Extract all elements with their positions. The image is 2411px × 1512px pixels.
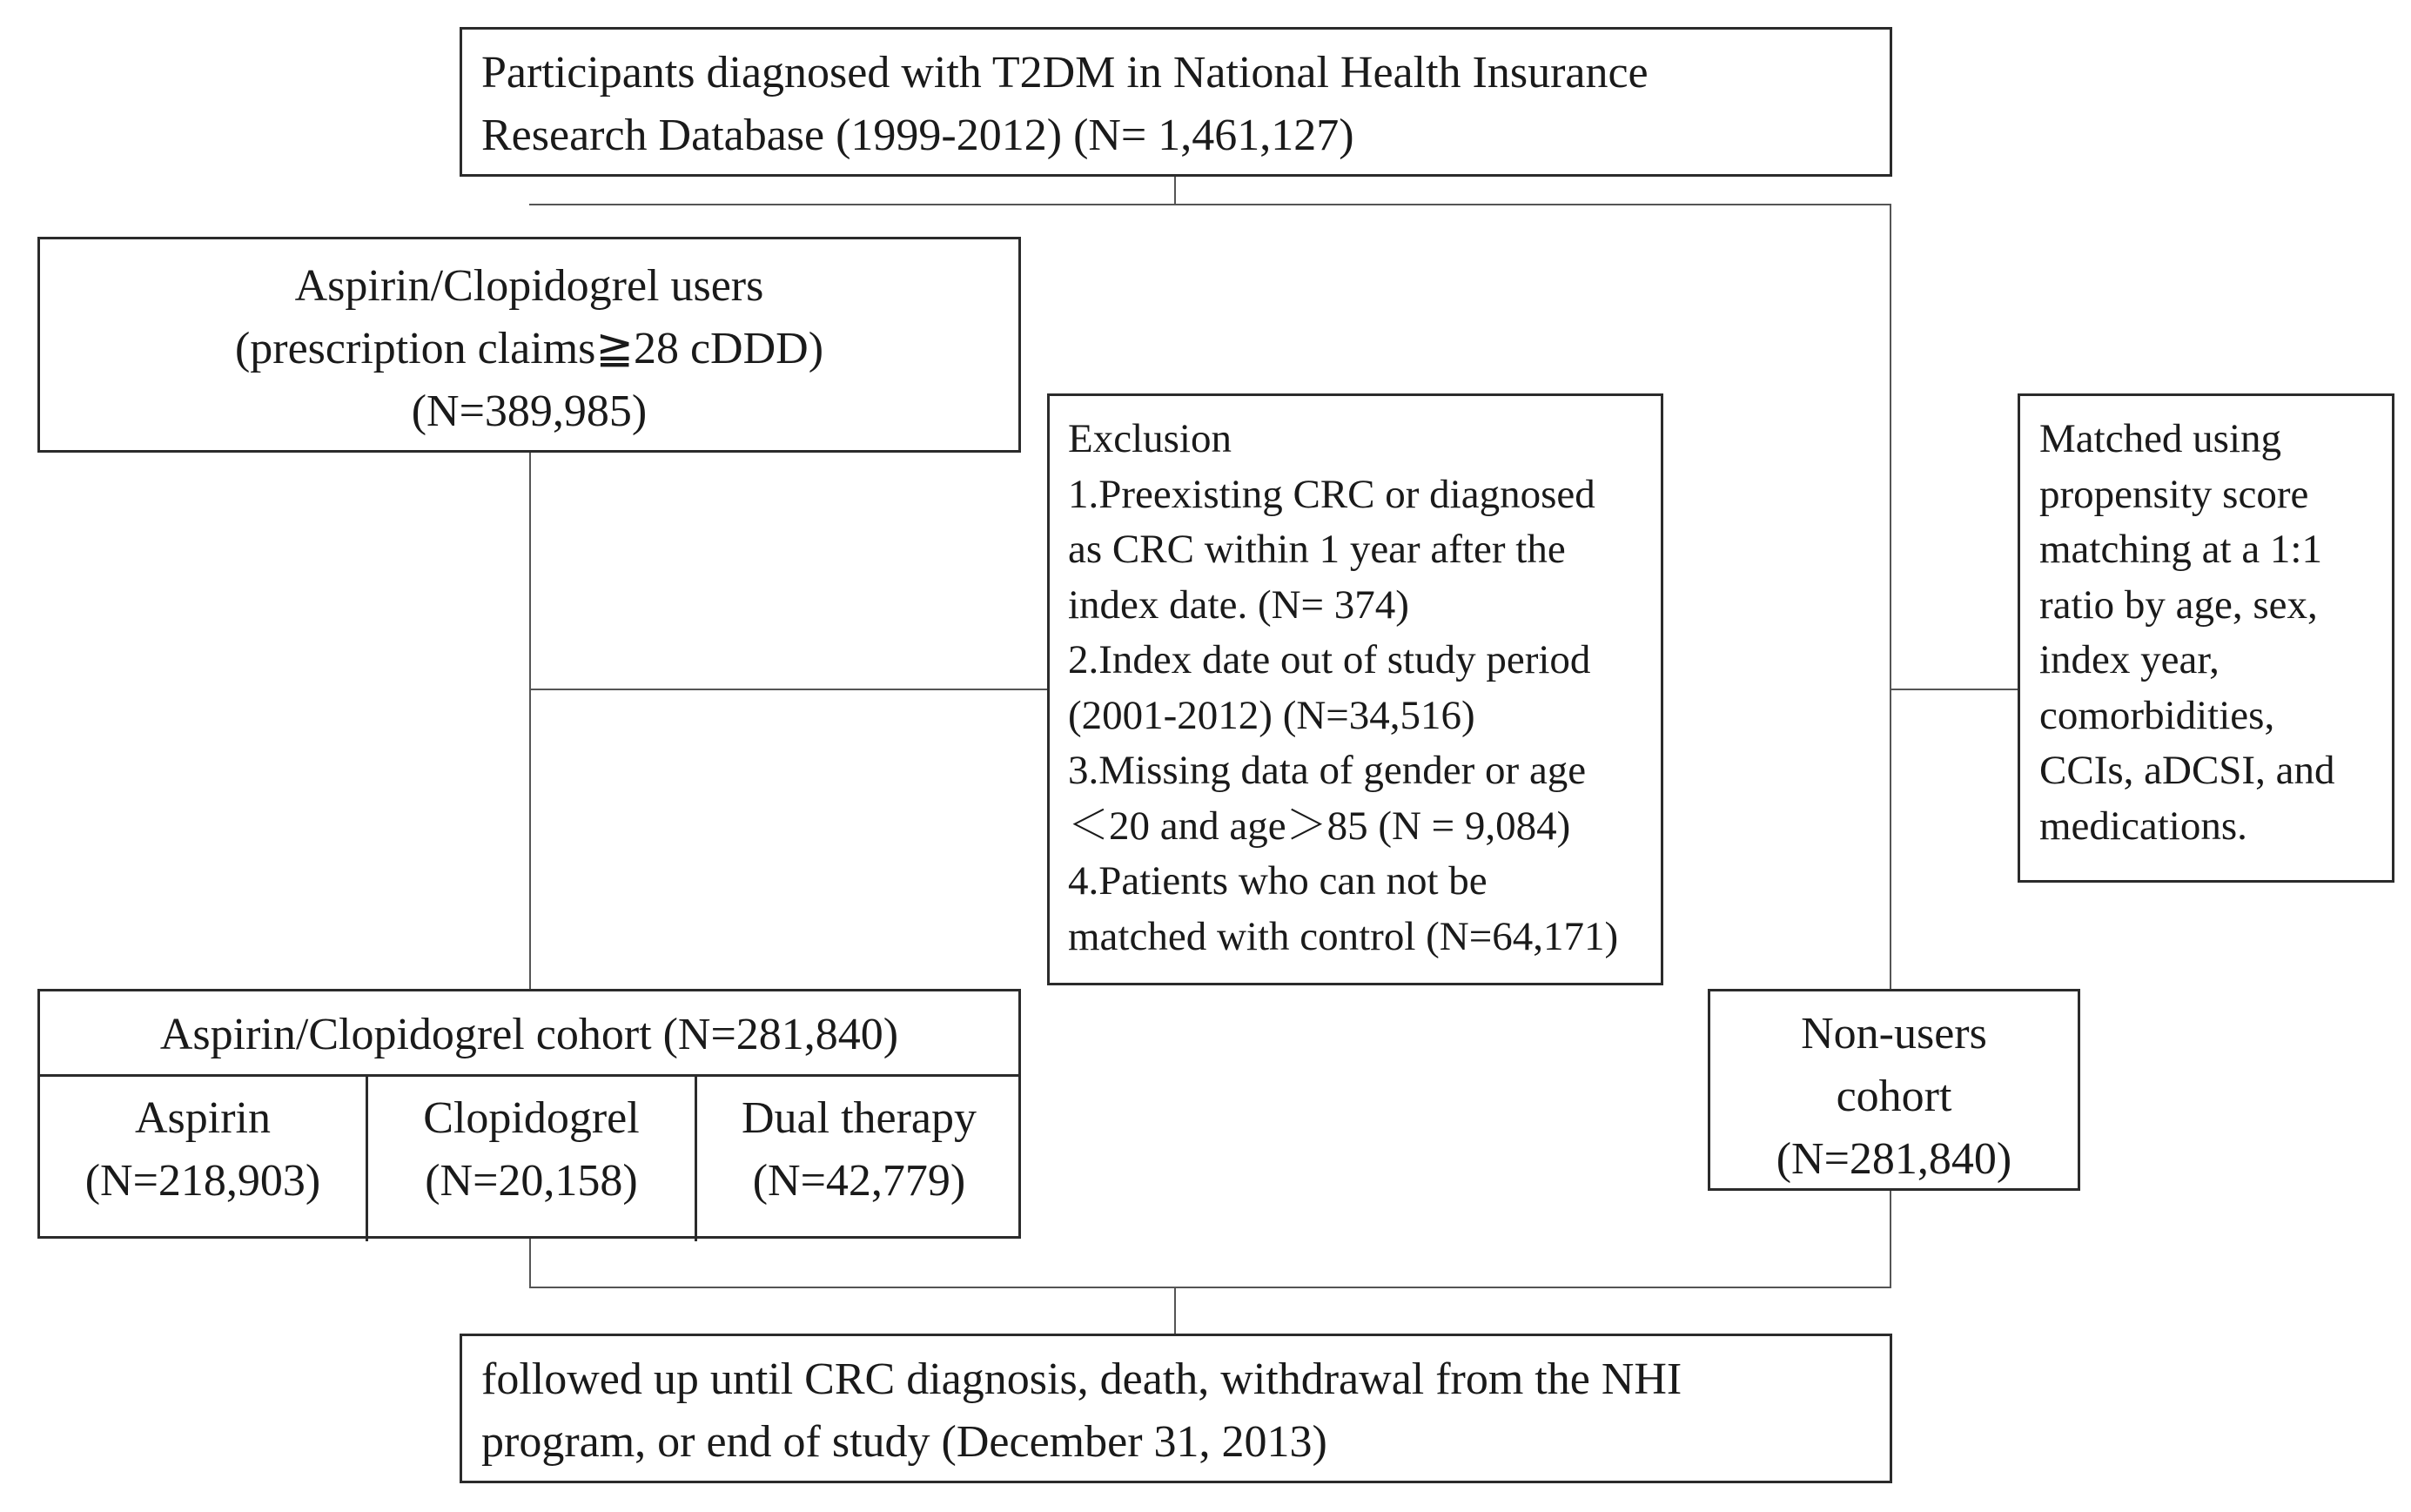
- aspirin-clopidogrel-users-box: [37, 237, 1021, 453]
- cohort-header: [40, 1004, 1018, 1066]
- matched-line-3: matching at a 1:1: [2039, 527, 2322, 572]
- non-users-line-2: cohort: [1836, 1072, 1952, 1121]
- connector-bottom-join: [529, 1287, 1891, 1288]
- non-users-line-1: Non-users: [1801, 1009, 1987, 1058]
- participants-box: [460, 27, 1892, 177]
- connector-to-exclusion: [529, 689, 1048, 690]
- matched-line-7: CCIs, aDCSI, and: [2039, 748, 2335, 793]
- cohort-cell-aspirin: [40, 1087, 366, 1213]
- exclusion-line-9: matched with control (N=64,171): [1068, 913, 1619, 959]
- aspirin-label: Aspirin: [135, 1093, 271, 1143]
- follow-up-box: [460, 1334, 1892, 1483]
- exclusion-line-3: index date. (N= 374): [1068, 581, 1409, 628]
- exclusion-line-7: ＜20 and age＞85 (N = 9,084): [1068, 803, 1571, 849]
- non-users-cohort-box: [1708, 989, 2080, 1191]
- matched-line-6: comorbidities,: [2039, 692, 2275, 738]
- cohort-header-text: Aspirin/Clopidogrel cohort (N=281,840): [159, 1010, 899, 1059]
- participants-line-1: Participants diagnosed with T2DM in National Health Insurance: [481, 48, 1649, 97]
- matched-line-5: index year,: [2039, 637, 2220, 682]
- clopidogrel-count: (N=20,158): [425, 1156, 638, 1206]
- dual-therapy-label: Dual therapy: [741, 1093, 977, 1143]
- connector-bottom-down: [1174, 1287, 1176, 1334]
- participants-line-2: Research Database (1999-2012) (N= 1,461,127): [481, 111, 1354, 160]
- exclusion-line-2: as CRC within 1 year after the: [1068, 527, 1566, 572]
- connector-to-matched: [1890, 689, 2018, 690]
- matched-line-8: medications.: [2039, 803, 2247, 849]
- connector-top-down: [1174, 176, 1176, 205]
- cohort-row-divider: [40, 1074, 1018, 1077]
- connector-top-split: [529, 204, 1891, 205]
- exclusion-title: Exclusion: [1068, 416, 1232, 461]
- clopidogrel-label: Clopidogrel: [423, 1093, 640, 1143]
- exclusion-line-6: 3.Missing data of gender or age: [1068, 748, 1587, 793]
- users-line-3: (N=389,985): [411, 386, 648, 436]
- non-users-line-3: (N=281,840): [1776, 1134, 2012, 1184]
- exclusion-line-1: 1.Preexisting CRC or diagnosed: [1068, 471, 1595, 517]
- matched-box: [2018, 393, 2394, 883]
- follow-up-line-2: program, or end of study (December 31, 2013): [481, 1417, 1327, 1467]
- matched-line-1: Matched using: [2039, 416, 2282, 461]
- dual-therapy-count: (N=42,779): [752, 1156, 966, 1206]
- cohort-cell-clopidogrel: [368, 1087, 695, 1213]
- exclusion-line-4: 2.Index date out of study period: [1068, 637, 1591, 682]
- exclusion-line-5: (2001-2012) (N=34,516): [1068, 692, 1475, 738]
- aspirin-count: (N=218,903): [84, 1156, 321, 1206]
- users-line-2: (prescription claims≧28 cDDD): [234, 324, 824, 373]
- aspirin-clopidogrel-cohort-box: [37, 989, 1021, 1239]
- exclusion-line-8: 4.Patients who can not be: [1068, 858, 1488, 904]
- matched-line-2: propensity score: [2039, 471, 2309, 517]
- users-line-1: Aspirin/Clopidogrel users: [294, 261, 764, 311]
- exclusion-box: [1047, 393, 1663, 985]
- matched-line-4: ratio by age, sex,: [2039, 581, 2318, 628]
- follow-up-line-1: followed up until CRC diagnosis, death, withdrawal from the NHI: [481, 1354, 1682, 1404]
- cohort-cell-dual-therapy: [697, 1087, 1021, 1213]
